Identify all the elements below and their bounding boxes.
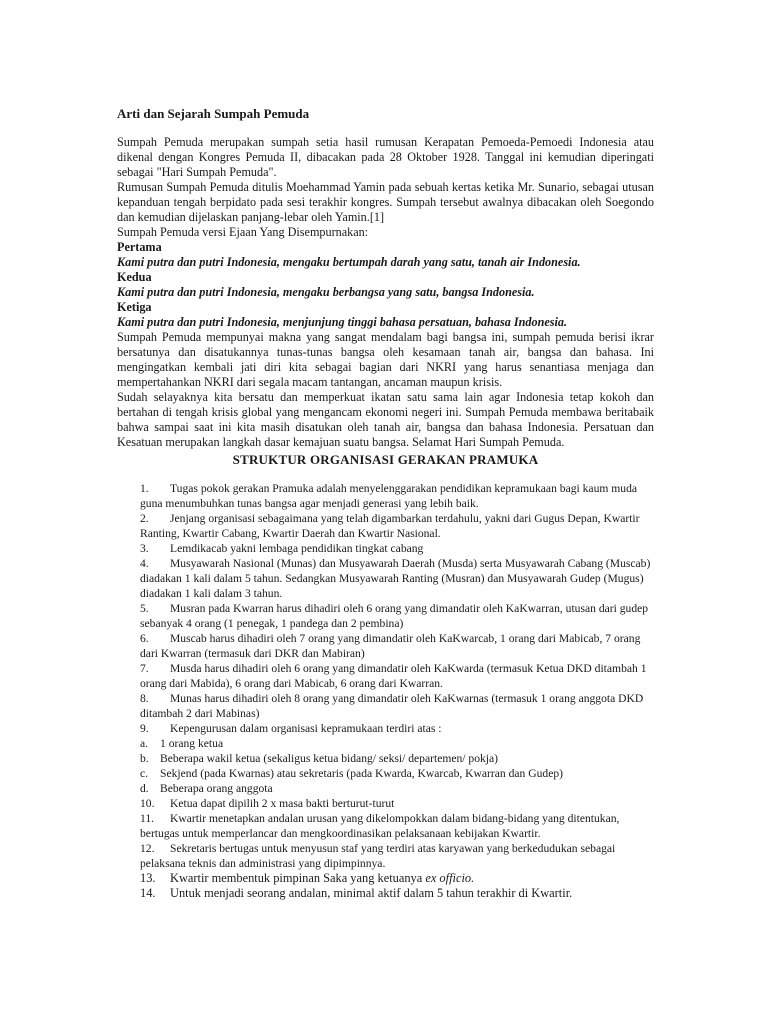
list-item-text: Muscab harus dihadiri oleh 7 orang yang dimandatir oleh KaKwarcab, 1 orang dari Mabicab, 7 orang dari Kwarran (termasuk dari DKR dan Mabiran)	[140, 632, 641, 660]
list-item-text: Musran pada Kwarran harus dihadiri oleh 6 orang yang dimandatir oleh KaKwarran, utusan dari gudep sebanyak 4 orang (1 penegak, 1 pandega dan 2 pembina)	[140, 602, 649, 630]
sub-list-item-text: 1 orang ketua	[160, 737, 224, 750]
list-item-text: Jenjang organisasi sebagaimana yang telah digambarkan terdahulu, yakni dari Gugus Depan, Kwartir Ranting, Kwartir Cabang, Kwartir Daerah dan Kwartir Nasional.	[140, 512, 640, 540]
list-item	[140, 481, 654, 511]
list-item-number: 11.	[140, 812, 155, 825]
list-item	[140, 796, 654, 811]
list-item-emphasis: ex officio.	[425, 871, 475, 885]
list-item	[140, 841, 654, 871]
list-item-number: 2.	[140, 512, 149, 525]
list-item	[140, 556, 654, 601]
intro-paragraph: Rumusan Sumpah Pemuda ditulis Moehammad Yamin pada sebuah kertas ketika Mr. Sunario, sebagai utusan kepanduan tengah berpidato pada sesi terakhir kongres. Sumpah tersebut awalnya dibacakan oleh Soegondo dan kemudian dijelaskan panjang-lebar oleh Yamin.[1]	[117, 180, 654, 224]
list-item-text: Tugas pokok gerakan Pramuka adalah menyelenggarakan pendidikan kepramukaan bagi kaum muda guna menumbuhkan tunas bangsa agar menjadi generasi yang lebih baik.	[140, 482, 638, 510]
oath-text-ketiga: Kami putra dan putri Indonesia, menjunjung tinggi bahasa persatuan, bahasa Indonesia.	[117, 315, 568, 329]
oath-label-pertama: Pertama	[117, 240, 162, 254]
sub-list-item-letter: a.	[140, 737, 149, 750]
sub-list-item-text: Beberapa wakil ketua (sekaligus ketua bidang/ seksi/ departemen/ pokja)	[160, 752, 499, 765]
list-item	[140, 721, 654, 736]
list-item-text: Musyawarah Nasional (Munas) dan Musyawarah Daerah (Musda) serta Musyawarah Cabang (Muscab) diadakan 1 kali dalam 5 tahun. Sedangkan Musyawarah Ranting (Musran) dan Musyawarah Gudep (Mugus) diadakan 1 kali dalam 3 tahun.	[140, 557, 651, 600]
list-item-text: Sekretaris bertugas untuk menyusun staf yang terdiri atas karyawan yang berkedudukan sebagai pelaksana teknis dan administrasi yang dipimpinnya.	[140, 842, 616, 870]
list-item	[140, 661, 654, 691]
list-item-number: 12.	[140, 842, 155, 855]
closing-paragraph: Sudah selayaknya kita bersatu dan memperkuat ikatan satu sama lain agar Indonesia tetap kokoh dan bertahan di tengah krisis global yang mengancam ekonomi negeri ini. Sumpah Pemuda membawa beritabaik bahwa sampai saat ini kita masih disatukan oleh tanah air, bangsa dan bahasa Indonesia. Persatuan dan Kesatuan merupakan langkah dasar kemajuan suatu bangsa. Selamat Hari Sumpah Pemuda.	[117, 390, 654, 449]
list-item	[140, 691, 654, 721]
list-item-number: 1.	[140, 482, 149, 495]
list-item	[140, 631, 654, 661]
list-item-number: 7.	[140, 662, 149, 675]
document-title: Arti dan Sejarah Sumpah Pemuda	[117, 106, 310, 121]
list-item-number: 4.	[140, 557, 149, 570]
list-item	[140, 811, 654, 841]
sub-list-item-letter: b.	[140, 752, 149, 765]
list-item-number: 10.	[140, 797, 155, 810]
list-item-number: 14.	[140, 886, 156, 900]
list-item-text: Munas harus dihadiri oleh 8 orang yang dimandatir oleh KaKwarnas (termasuk 1 orang anggota DKD ditambah 2 dari Mabinas)	[140, 692, 644, 720]
sub-list-item-text: Sekjend (pada Kwarnas) atau sekretaris (pada Kwarda, Kwarcab, Kwarran dan Gudep)	[160, 767, 564, 780]
list-item	[140, 871, 654, 886]
intro-paragraph: Sumpah Pemuda versi Ejaan Yang Disempurnakan:	[117, 225, 369, 239]
sub-list-item-letter: c.	[140, 767, 149, 780]
list-item-text: Kwartir menetapkan andalan urusan yang dikelompokkan dalam bidang-bidang yang ditentukan, bertugas untuk memperlancar dan mengkoordinasikan pelaksanaan kebijakan Kwartir.	[140, 812, 620, 840]
oath-text-kedua: Kami putra dan putri Indonesia, mengaku berbangsa yang satu, bangsa Indonesia.	[117, 285, 535, 299]
sub-list-item	[140, 766, 654, 781]
sub-list-item-text: Beberapa orang anggota	[160, 782, 273, 795]
sub-list-item	[140, 751, 654, 766]
list-item-number: 3.	[140, 542, 149, 555]
list-item-number: 8.	[140, 692, 149, 705]
list-item-text: Musda harus dihadiri oleh 6 orang yang dimandatir oleh KaKwarda (termasuk Ketua DKD ditambah 1 orang dari Mabida), 6 orang dari Mabicab, 6 orang dari Kwarran.	[140, 662, 647, 690]
sub-list-item-letter: d.	[140, 782, 149, 795]
list-item-text: Lemdikacab yakni lembaga pendidikan tingkat cabang	[170, 542, 424, 555]
sub-list-item	[140, 781, 654, 796]
list-item	[140, 511, 654, 541]
numbered-list	[117, 481, 654, 901]
list-item-number: 6.	[140, 632, 149, 645]
list-item-number: 13.	[140, 871, 156, 885]
list-item	[140, 601, 654, 631]
list-item-number: 9.	[140, 722, 149, 735]
oath-label-kedua: Kedua	[117, 270, 152, 284]
list-item	[140, 886, 654, 901]
list-item-text: Kepengurusan dalam organisasi kepramukaan terdiri atas :	[170, 722, 442, 735]
list-item-text: Untuk menjadi seorang andalan, minimal aktif dalam 5 tahun terakhir di Kwartir.	[170, 886, 573, 900]
oath-label-ketiga: Ketiga	[117, 300, 152, 314]
sub-list-item	[140, 736, 654, 751]
document-content	[117, 106, 654, 901]
section-title: STRUKTUR ORGANISASI GERAKAN PRAMUKA	[232, 452, 539, 467]
closing-paragraph: Sumpah Pemuda mempunyai makna yang sangat mendalam bagi bangsa ini, sumpah pemuda berisi ikrar bersatunya dan disatukannya tunas-tunas bangsa oleh kesamaan tanah air, bangsa dan bahasa. Ini mengingatkan kembali jati diri kita sebagai bagian dari NKRI yang harus senantiasa menjaga dan mempertahankan NKRI dari segala macam tantangan, ancaman maupun krisis.	[117, 330, 654, 389]
list-item-text: Ketua dapat dipilih 2 x masa bakti berturut-turut	[170, 797, 395, 810]
list-item	[140, 541, 654, 556]
list-item-number: 5.	[140, 602, 149, 615]
list-item-text: Kwartir membentuk pimpinan Saka yang ketuanya	[170, 871, 426, 885]
oath-text-pertama: Kami putra dan putri Indonesia, mengaku bertumpah darah yang satu, tanah air Indonesia.	[117, 255, 581, 269]
intro-paragraph: Sumpah Pemuda merupakan sumpah setia hasil rumusan Kerapatan Pemoeda-Pemoedi Indonesia atau dikenal dengan Kongres Pemuda II, dibacakan pada 28 Oktober 1928. Tanggal ini kemudian diperingati sebagai "Hari Sumpah Pemuda".	[117, 135, 654, 179]
